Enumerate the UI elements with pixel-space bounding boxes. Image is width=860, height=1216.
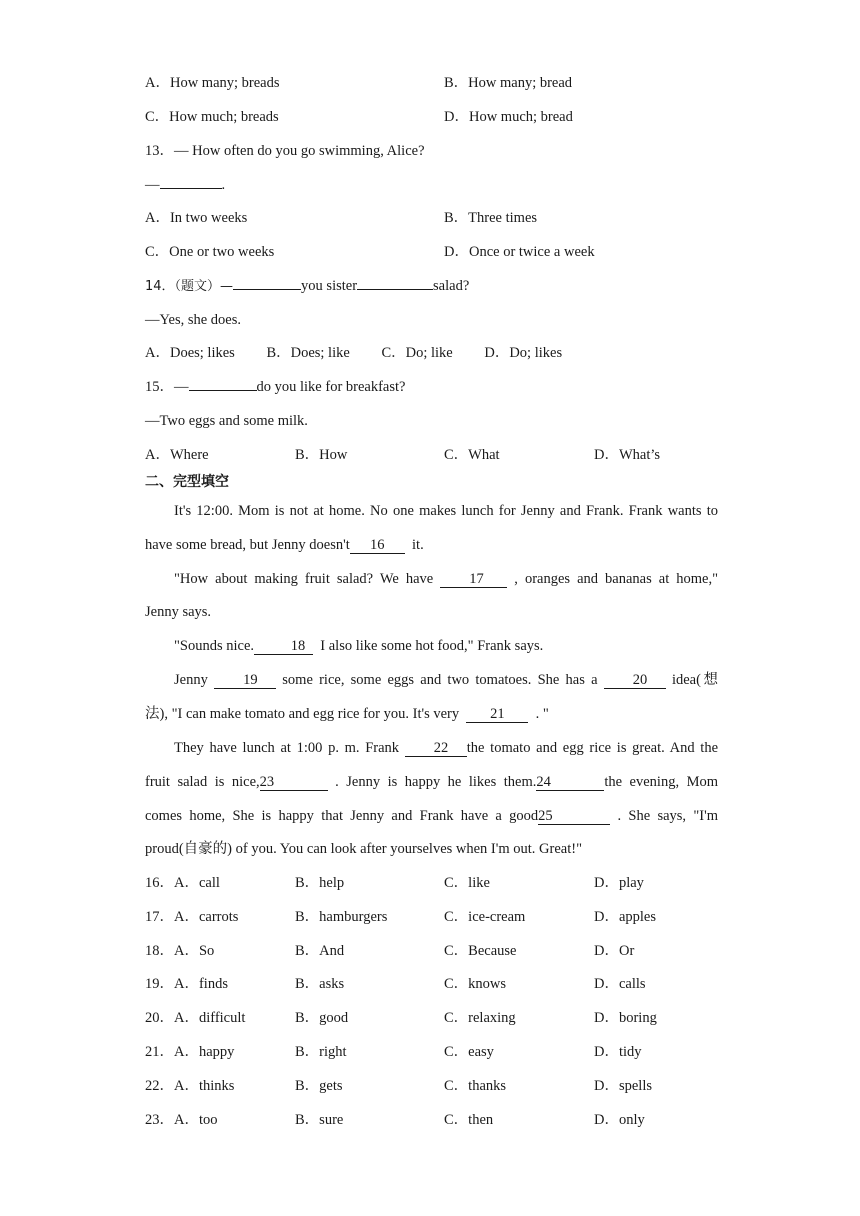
passage-line-10 [145,806,718,826]
section-title: 二、完型填空 [145,474,229,490]
q13-option-c: C．One or two weeks [145,244,275,260]
q12-option-c: C．How much; breads [145,109,279,125]
q13-answer-prefix: — [145,177,160,193]
blank-22: 22 [405,740,467,757]
q14-option-c: C．Do; like [381,345,453,361]
passage-text: the evening, Mom [604,774,718,790]
passage-text: , oranges and bananas at home," [514,571,718,587]
blank-23: 23 [260,774,328,791]
question-16-option-b: B．help [295,875,345,891]
question-22-option-b: B．gets [295,1078,343,1094]
blank-19: 19 [214,672,276,689]
blank-20: 20 [604,672,666,689]
question-22-option-a: 22．A．thinks [145,1078,235,1094]
q15-stem [145,377,405,397]
q14-option-b: B．Does; like [266,345,350,361]
q15-option-c: C．What [444,447,500,463]
blank-17: 17 [440,571,507,588]
q15-blank [189,390,257,391]
passage-text: . Jenny is happy he likes them. [335,774,537,790]
q12-option-d: D．How much; bread [444,109,573,125]
q13-answer-suffix: . [221,177,226,193]
q13-option-d: D．Once or twice a week [444,244,595,260]
passage-text: I also like some hot food," Frank says. [320,638,544,654]
passage-line-5 [145,636,718,656]
q12-option-b: B．How many; bread [444,75,573,91]
passage-text: . She says, "I'm [617,808,718,824]
q15-option-d: D．What’s [594,447,661,463]
question-19-option-a: 19．A．finds [145,976,228,992]
question-23-option-d: D．only [594,1112,645,1128]
passage-line-11: proud(自豪的) of you. You can look after yourselves when I'm out. Great!" [145,841,582,857]
q14-options [145,343,562,363]
passage-text: "Sounds nice. [174,638,255,654]
question-20-option-a: 20．A．difficult [145,1010,246,1026]
q14-reply: —Yes, she does. [145,312,242,328]
q15-option-b: B．How [295,447,348,463]
passage-line-7 [145,704,718,724]
question-22-option-c: C．thanks [444,1078,507,1094]
question-16-option-d: D．play [594,875,644,891]
q15-reply: —Two eggs and some milk. [145,413,308,429]
passage-text: it. [412,537,424,553]
passage-text: Jenny [174,672,208,688]
q15-suffix: do you like for breakfast? [256,379,406,395]
question-19-option-d: D．calls [594,976,646,992]
question-19-option-b: B．asks [295,976,345,992]
question-17-option-c: C．ice-cream [444,909,526,925]
question-23-option-c: C．then [444,1112,494,1128]
q14-option-a: A．Does; likes [145,345,235,361]
passage-text: some rice, some eggs and two tomatoes. She has a [282,672,598,688]
question-21-option-c: C．easy [444,1044,494,1060]
question-21-option-a: 21．A．happy [145,1044,235,1060]
question-16-option-c: C．like [444,875,490,891]
q15-prefix: 15．— [145,379,189,395]
passage-line-3 [145,569,718,589]
passage-line-4: Jenny says. [145,604,212,620]
passage-line-2 [145,535,718,555]
question-20-option-d: D．boring [594,1010,657,1026]
blank-25: 25 [538,808,610,825]
passage-text: "How about making fruit salad? We have [174,571,434,587]
question-18-option-d: D．Or [594,943,635,959]
passage-line-9 [145,772,718,792]
q14-option-d: D．Do; likes [484,345,563,361]
q14-blank-1 [233,289,301,290]
passage-line-6 [145,670,718,690]
passage-text: fruit salad is nice, [145,774,260,790]
passage-text: comes home, She is happy that Jenny and Frank have a good [145,808,539,824]
question-20-option-b: B．good [295,1010,349,1026]
passage-text: . " [535,706,549,722]
blank-16: 16 [350,537,405,554]
question-19-option-c: C．knows [444,976,507,992]
q13-option-b: B．Three times [444,210,538,226]
question-21-option-b: B．right [295,1044,347,1060]
passage-text: idea(想 [671,672,719,688]
q14-stem [145,276,469,297]
question-18-option-a: 18．A．So [145,943,215,959]
q14-mid: you sister [301,278,358,294]
q14-prefix: 14．（题文）— [145,279,234,294]
q14-blank-2 [357,289,433,290]
question-23-option-a: 23．A．too [145,1112,218,1128]
question-17-option-d: D．apples [594,909,657,925]
passage-text: have some bread, but Jenny doesn't [145,537,350,553]
q15-option-a: A．Where [145,447,209,463]
blank-21: 21 [466,706,528,723]
q13-option-a: A．In two weeks [145,210,248,226]
question-23-option-b: B．sure [295,1112,344,1128]
q13-stem: 13．— How often do you go swimming, Alice? [145,143,425,159]
question-17-option-b: B．hamburgers [295,909,388,925]
passage-line-8 [145,738,718,758]
q12-option-a: A．How many; breads [145,75,280,91]
q13-answer-line [145,175,225,195]
passage-text: the tomato and egg rice is great. And the [466,740,719,756]
question-22-option-d: D．spells [594,1078,652,1094]
question-16-option-a: 16．A．call [145,875,220,891]
question-20-option-c: C．relaxing [444,1010,516,1026]
question-18-option-b: B．And [295,943,345,959]
question-21-option-d: D．tidy [594,1044,642,1060]
passage-text: They have lunch at 1:00 p. m. Frank [174,740,400,756]
passage-text: 法), "I can make tomato and egg rice for you. It's very [145,706,460,722]
passage-line-1: It's 12:00. Mom is not at home. No one makes lunch for Jenny and Frank. Frank wants to [174,503,718,519]
question-17-option-a: 17．A．carrots [145,909,239,925]
q13-blank [160,188,222,189]
question-18-option-c: C．Because [444,943,517,959]
blank-18: 18 [254,638,313,655]
blank-24: 24 [536,774,604,791]
q14-suffix: salad? [433,278,470,294]
